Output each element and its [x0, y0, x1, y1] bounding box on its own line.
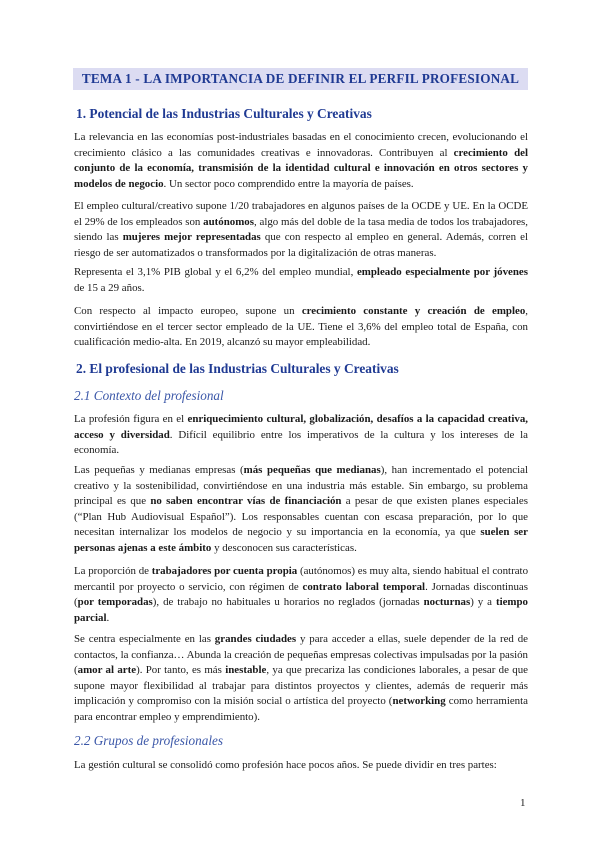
bold-run: suelen ser personas ajenas a este ámbito — [74, 526, 528, 554]
paragraph — [74, 412, 528, 459]
paragraph — [74, 758, 528, 774]
text-run: Con respecto al impacto europeo, supone un — [74, 305, 302, 317]
bold-run: nocturnas — [423, 596, 471, 609]
bold-run: crecimiento constante y creación de empleo — [301, 305, 526, 317]
bold-run: amor al arte — [77, 664, 137, 677]
text-run: . Difícil equilibrio entre los imperativos de la cultura y los intereses de la economía. — [74, 428, 528, 457]
paragraph — [74, 199, 528, 261]
text-run: ). Por tanto, es más — [136, 664, 226, 677]
bold-run: mujeres mejor representadas — [122, 231, 261, 244]
paragraph — [74, 130, 528, 192]
text-run: ) y a — [470, 596, 496, 609]
text-run: , convirtiéndose en el tercer sector empleado de la UE. Tiene el 3,6% del empleo total de España, con cualificación medio-alta. En 2019, alcanzó su mayor empleabilidad. — [74, 305, 528, 349]
paragraph — [74, 564, 528, 626]
bold-run: grandes ciudades — [214, 633, 297, 645]
text-run: . Un sector poco comprendido entre la mayoría de países. — [163, 177, 414, 190]
page-title: TEMA 1 - LA IMPORTANCIA DE DEFINIR EL PERFIL PROFESIONAL — [73, 68, 528, 90]
bold-run: no saben encontrar vías de financiación — [150, 495, 342, 508]
text-run: , ya que precariza las condiciones laborales, a pesar de que supone mayor flexibilidad al trabajar para distintos proyectos y clientes, además de requerir más implicación y compromiso con la misión social o artística del proyecto ( — [74, 664, 528, 708]
text-run: y desconocen sus características. — [211, 541, 357, 554]
page-number: 1 — [520, 797, 526, 809]
bold-run: networking — [392, 695, 446, 708]
section-2-heading: 2. El profesional de las Industrias Culturales y Creativas — [76, 361, 399, 376]
text-run: (autónomos) es muy alta, siendo habitual el contrato mercantil por proyecto o servicio, con régimen de — [74, 565, 529, 593]
text-run: ), de trabajo no habituales u horarios no reglados (jornadas — [152, 596, 424, 609]
text-run: Las pequeñas y medianas empresas ( — [74, 464, 244, 476]
bold-run: empleado especialmente por jóvenes — [356, 266, 528, 278]
text-run: Representa el 3,1% PIB global y el 6,2% del empleo mundial, — [74, 266, 357, 278]
text-run: como herramienta para encontrar empleo y emprendimiento). — [74, 695, 528, 723]
bold-run: trabajadores por cuenta propia — [151, 565, 298, 577]
text-run: La proporción de — [74, 565, 152, 577]
text-run: y para acceder a ellas, suele depender de la red de contactos, la confianza… Abunda la creación de pequeñas empresas colectivas impulsadas por la pasión ( — [74, 633, 528, 677]
subsection-2-1-heading: 2.1 Contexto del profesional — [74, 388, 224, 403]
text-run: . — [106, 611, 110, 624]
paragraph — [74, 463, 528, 557]
text-run: La profesión figura en el — [74, 413, 188, 425]
bold-run: autónomos — [203, 215, 254, 228]
text-run: La relevancia en las economías post-industriales basadas en el conocimiento crecen, evolucionando el crecimiento clásico a las comunidades creativas e innovadoras. Contribuyen al — [74, 131, 528, 159]
text-run: , algo más del doble de la tasa media de todos los trabajadores, siendo las — [74, 215, 528, 244]
bold-run: más pequeñas que medianas — [243, 464, 381, 476]
bold-run: inestable — [225, 664, 267, 677]
text-run: Se centra especialmente en las — [74, 633, 215, 645]
section-1-heading: 1. Potencial de las Industrias Culturales y Creativas — [76, 106, 372, 121]
text-run: ), han incrementado el potencial creativo y la sostenibilidad, convirtiéndose en una industria más estable. Sin embargo, su problema principal es que — [74, 464, 528, 508]
bold-run: contrato laboral temporal — [302, 580, 426, 593]
bold-run: por temporadas — [77, 596, 153, 609]
bold-run: tiempo parcial — [74, 596, 528, 624]
text-run: El empleo cultural/creativo supone 1/20 trabajadores en algunos países de la OCDE y UE. En la OCDE el 29% de los empleados son — [74, 200, 528, 228]
paragraph — [74, 632, 528, 726]
bold-run: enriquecimiento cultural, globalización, desafíos a la capacidad creativa, acceso y diversidad — [74, 413, 529, 441]
bold-run: crecimiento del conjunto de la economía, transmisión de la identidad cultural e innovación en otros sectores y modelos de negocio — [74, 146, 528, 190]
text-run: . Jornadas discontinuas ( — [74, 580, 528, 609]
text-run: que con respecto al empleo en general. Además, corren el riesgo de ser automatizados o transformados por la digitalización de otras maneras. — [74, 231, 528, 259]
subsection-2-2-heading: 2.2 Grupos de profesionales — [74, 733, 223, 748]
text-run: a pesar de que existen planes especiales (“Plan Hub Audiovisual Español”). Los responsables cuentan con escasa preparación, por lo que necesitan internalizar los modelos de negocio y su importancia en la economía, ya que — [74, 495, 528, 539]
text-run: de 15 a 29 años. — [74, 281, 145, 294]
paragraph — [74, 304, 528, 351]
paragraph — [74, 265, 528, 296]
text-run: La gestión cultural se consolidó como profesión hace pocos años. Se puede dividir en tres partes: — [74, 759, 497, 771]
